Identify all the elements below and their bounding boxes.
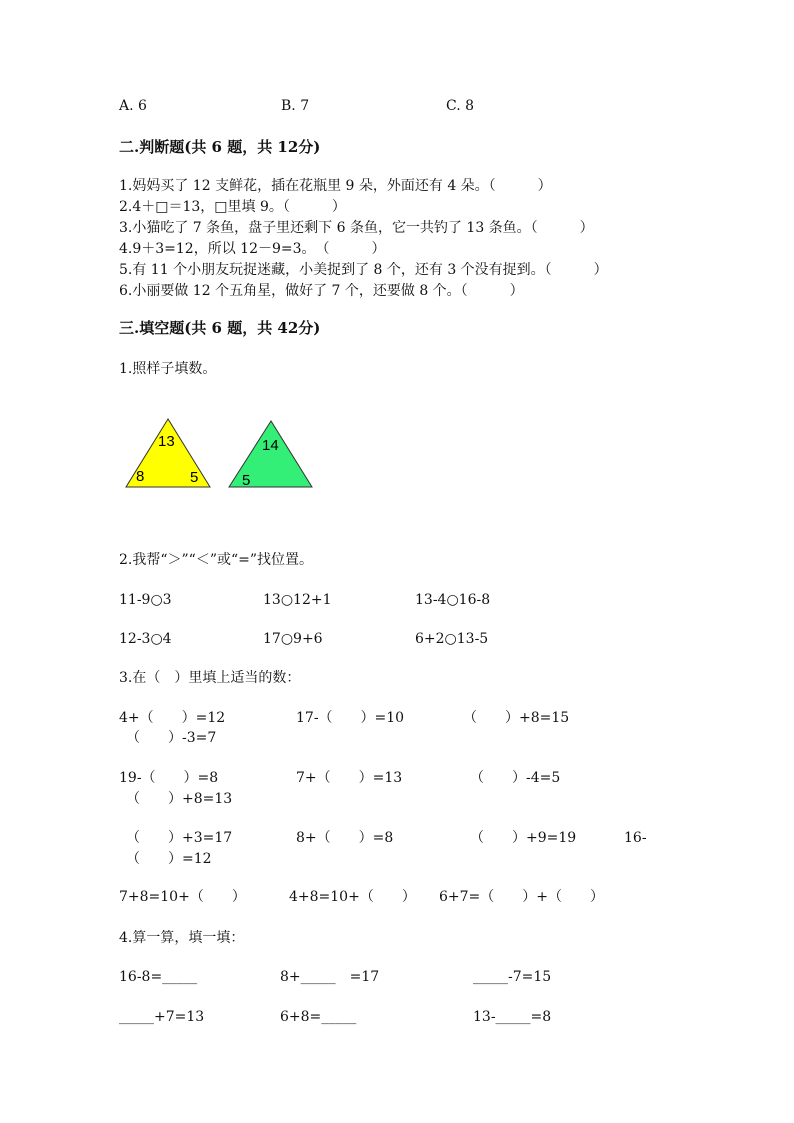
calc-2-2: 6+8=_____ xyxy=(280,1009,357,1025)
compare-2-2: 17○9+6 xyxy=(263,631,323,647)
choice-a: A. 6 xyxy=(119,98,147,114)
compare-1-1: 11-9○3 xyxy=(119,592,172,608)
compare-1-3: 13-4○16-8 xyxy=(415,592,491,608)
q2-prompt: 2.我帮“＞”“＜”或“=”找位置。 xyxy=(119,552,314,568)
fill-3-3: （ ）+9=19 xyxy=(470,830,577,846)
triangle-1-top: 13 xyxy=(158,433,175,450)
calc-2-3: 13-_____=8 xyxy=(473,1009,552,1025)
fill-3-4b: （ ）=12 xyxy=(126,851,212,867)
judge-item-4: 4.9＋3=12，所以 12－9=3。 （ ） xyxy=(119,241,386,257)
compare-2-1: 12-3○4 xyxy=(119,631,172,647)
calc-1-2: 8+_____ =17 xyxy=(280,969,380,985)
fill-1-3: （ ）+8=15 xyxy=(463,710,570,726)
triangle-2-left: 5 xyxy=(242,472,251,489)
q1-prompt: 1.照样子填数。 xyxy=(119,361,217,377)
q4-prompt: 4.算一算，填一填： xyxy=(119,930,245,946)
choice-c: C. 8 xyxy=(446,98,475,114)
fill-2-1: 19-（ ）=8 xyxy=(119,770,219,786)
judge-item-1: 1.妈妈买了 12 支鲜花，插在花瓶里 9 朵，外面还有 4 朵。（ ） xyxy=(119,178,552,194)
fill-3-2: 8+（ ）=8 xyxy=(296,830,394,846)
fill-3-4a: 16- xyxy=(624,830,647,846)
fill-3-1: （ ）+3=17 xyxy=(126,830,233,846)
calc-2-1: _____+7=13 xyxy=(119,1009,205,1025)
fill-1-4: （ ）-3=7 xyxy=(126,730,217,746)
judge-item-6: 6.小丽要做 12 个五角星，做好了 7 个，还要做 8 个。（ ） xyxy=(119,283,524,299)
fill-2-2: 7+（ ）=13 xyxy=(296,770,403,786)
fill-4-2: 4+8=10+（ ） xyxy=(289,889,416,905)
triangle-1-left: 8 xyxy=(136,468,145,485)
compare-1-2: 13○12+1 xyxy=(263,592,332,608)
number-triangles xyxy=(120,415,320,495)
triangle-2-top: 14 xyxy=(262,437,279,454)
fill-4-3: 6+7=（ ）+（ ） xyxy=(439,889,605,905)
fill-1-2: 17-（ ）=10 xyxy=(296,710,405,726)
judge-item-5: 5.有 11 个小朋友玩捉迷藏，小美捉到了 8 个，还有 3 个没有捉到。（ ） xyxy=(119,262,608,278)
fill-2-3: （ ）-4=5 xyxy=(470,770,561,786)
compare-2-3: 6+2○13-5 xyxy=(415,631,489,647)
judge-item-3: 3.小猫吃了 7 条鱼，盘子里还剩下 6 条鱼，它一共钓了 13 条鱼。（ ） xyxy=(119,220,594,236)
fill-4-1: 7+8=10+（ ） xyxy=(119,889,246,905)
choice-b: B. 7 xyxy=(281,98,310,114)
fill-2-4: （ ）+8=13 xyxy=(126,791,233,807)
section-2-title: 二.判断题(共 6 题，共 12分) xyxy=(119,138,321,156)
q3-prompt: 3.在（ ）里填上适当的数： xyxy=(119,670,301,686)
section-3-title: 三.填空题(共 6 题，共 42分) xyxy=(119,319,321,337)
calc-1-1: 16-8=_____ xyxy=(119,969,198,985)
judge-item-2: 2.4＋□＝13，□里填 9。（ ） xyxy=(119,199,346,215)
fill-1-1: 4+（ ）=12 xyxy=(119,710,226,726)
calc-1-3: _____-7=15 xyxy=(473,969,552,985)
triangle-1-right: 5 xyxy=(190,469,199,486)
